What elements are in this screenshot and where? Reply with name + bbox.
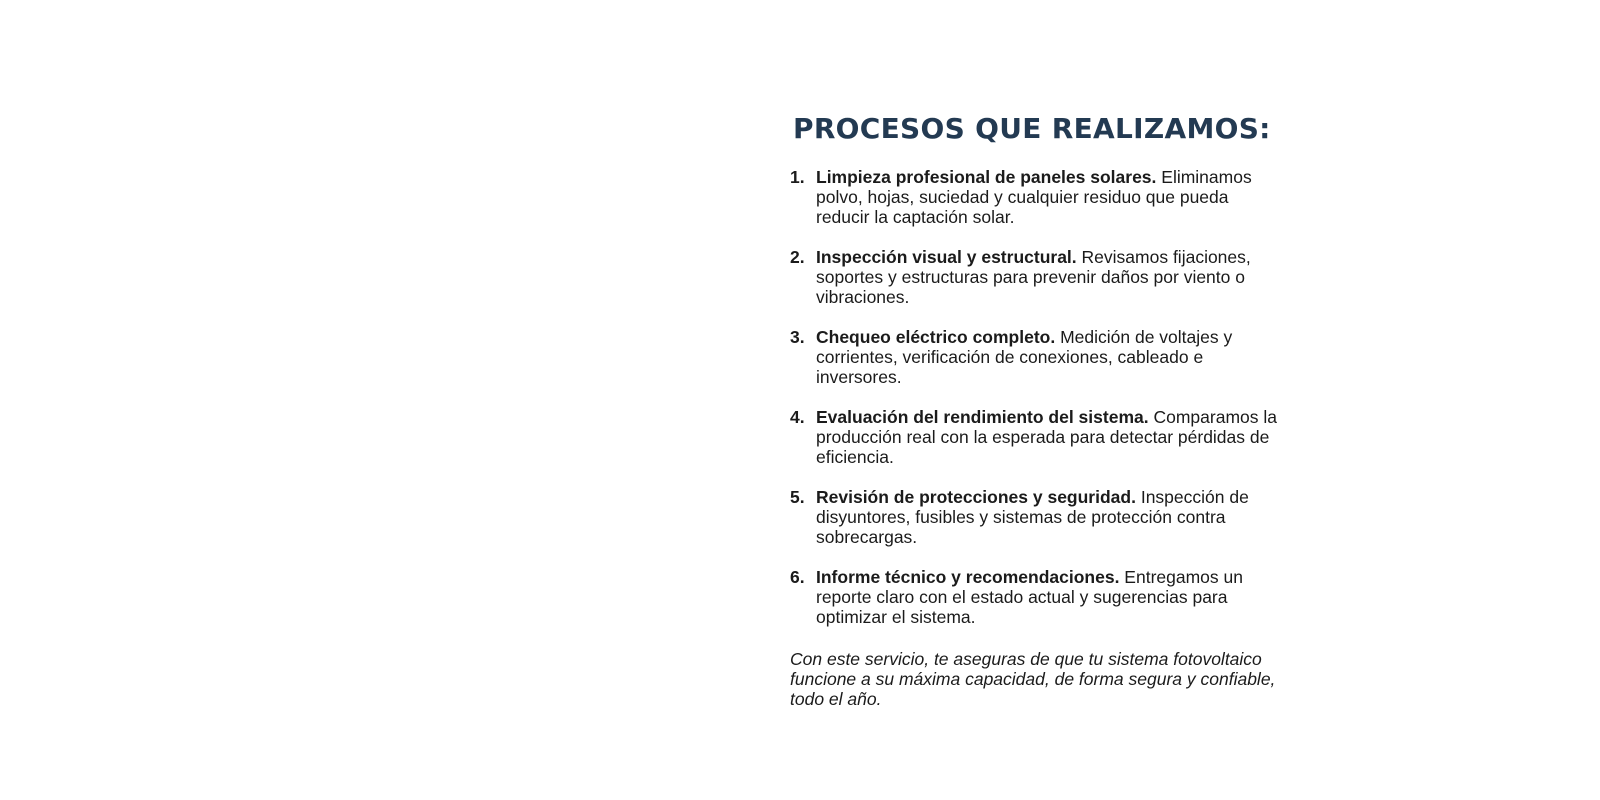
process-lead: Chequeo eléctrico completo. [816,326,1061,347]
process-lead: Limpieza profesional de paneles solares. [816,166,1162,187]
process-item-3 [790,327,1280,387]
process-lead: Inspección visual y estructural. [816,246,1082,267]
process-number: 2. [790,246,805,267]
closing-statement: Con este servicio, te aseguras de que tu sistema fotovoltaico funcione a su máxima capacidad, de forma segura y confiable, todo el año. [790,648,1276,709]
process-number: 4. [790,406,805,427]
process-lead: Evaluación del rendimiento del sistema. [816,406,1154,427]
process-number: 6. [790,566,805,587]
process-lead: Revisión de protecciones y seguridad. [816,486,1141,507]
process-item-1 [790,167,1280,227]
process-description: Eliminamos polvo, hojas, suciedad y cualquier residuo que pueda reducir la captación solar. [816,166,1252,227]
process-item-6 [790,567,1280,627]
process-description: Comparamos la producción real con la esperada para detectar pérdidas de eficiencia. [816,406,1277,467]
process-description: Entregamos un reporte claro con el estado actual y sugerencias para optimizar el sistema. [816,566,1243,627]
processes-panel [790,114,1280,709]
process-description: Revisamos fijaciones, soportes y estructuras para prevenir daños por viento o vibraciones. [816,246,1251,307]
process-number: 5. [790,486,805,507]
section-title: PROCESOS QUE REALIZAMOS: [793,112,1271,145]
process-item-4 [790,407,1280,467]
process-list [790,167,1280,627]
process-description: Medición de voltajes y corrientes, verificación de conexiones, cableado e inversores. [816,326,1233,387]
process-number: 1. [790,166,805,187]
process-description: Inspección de disyuntores, fusibles y sistemas de protección contra sobrecargas. [816,486,1249,547]
process-item-2 [790,247,1280,307]
process-lead: Informe técnico y recomendaciones. [816,566,1125,587]
process-item-5 [790,487,1280,547]
process-number: 3. [790,326,805,347]
